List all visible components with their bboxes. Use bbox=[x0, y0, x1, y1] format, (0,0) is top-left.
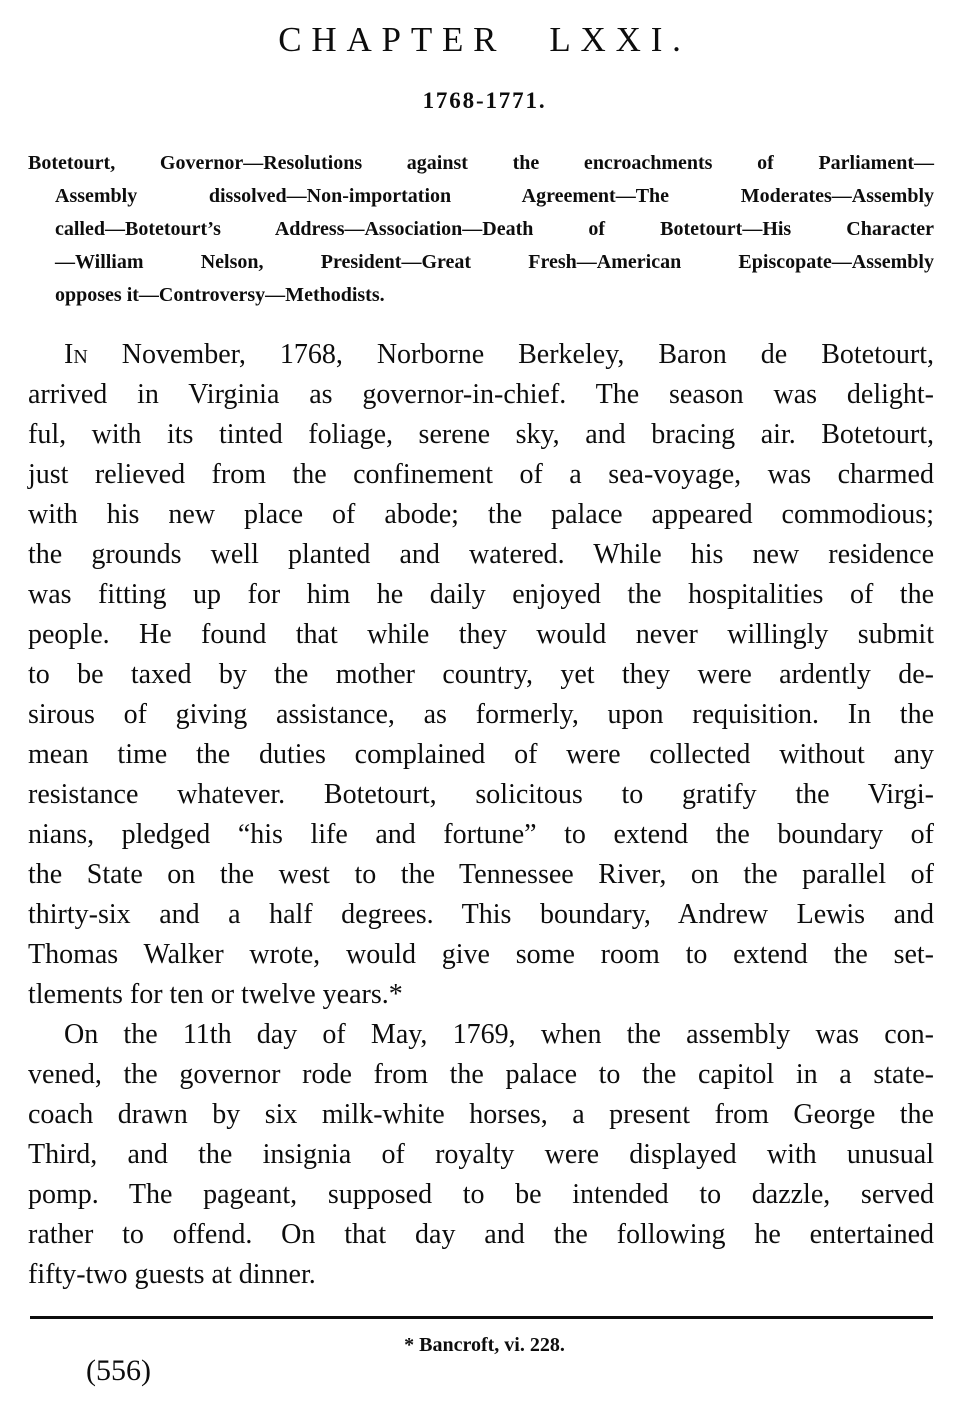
text-line: nians, pledged “his life and fortune” to extend the boundary of bbox=[28, 819, 934, 850]
paragraph bbox=[28, 335, 934, 1015]
chapter-summary bbox=[28, 147, 934, 312]
text-line: arrived in Virginia as governor-in-chief. The season was delight- bbox=[28, 379, 934, 410]
text-line: On the 11th day of May, 1769, when the assembly was con- bbox=[64, 1019, 934, 1050]
text-line: —William Nelson, President—Great Fresh—American Episcopate—Assembly bbox=[55, 251, 934, 273]
text-line: to be taxed by the mother country, yet they were ardently de- bbox=[28, 659, 934, 690]
text-line: resistance whatever. Botetourt, solicitous to gratify the Virgi- bbox=[28, 779, 934, 810]
text-line: was fitting up for him he daily enjoyed the hospitalities of the bbox=[28, 579, 934, 610]
text-line: called—Botetourt’s Address—Association—Death of Botetourt—His Character bbox=[55, 218, 934, 240]
text-line: fifty-two guests at dinner. bbox=[28, 1259, 316, 1290]
footnote-divider bbox=[30, 1316, 933, 1319]
text-line: ful, with its tinted foliage, serene sky, and bracing air. Botetourt, bbox=[28, 419, 934, 450]
text-line: pomp. The pageant, supposed to be intended to dazzle, served bbox=[28, 1179, 934, 1210]
text-line: the State on the west to the Tennessee River, on the parallel of bbox=[28, 859, 934, 890]
page-number: (556) bbox=[86, 1354, 151, 1387]
text-line: coach drawn by six milk-white horses, a present from George the bbox=[28, 1099, 934, 1130]
body-text bbox=[28, 335, 934, 1295]
text-line: Thomas Walker wrote, would give some room to extend the set- bbox=[28, 939, 934, 970]
footnote: * Bancroft, vi. 228. bbox=[404, 1334, 565, 1356]
text-line: the grounds well planted and watered. While his new residence bbox=[28, 539, 934, 570]
text-line: sirous of giving assistance, as formerly, upon requisition. In the bbox=[28, 699, 934, 730]
text-line: vened, the governor rode from the palace to the capitol in a state- bbox=[28, 1059, 934, 1090]
text-line: tlements for ten or twelve years.* bbox=[28, 979, 403, 1010]
text-line: Botetourt, Governor—Resolutions against the encroachments of Parliament— bbox=[28, 152, 934, 174]
text-line: Third, and the insignia of royalty were displayed with unusual bbox=[28, 1139, 934, 1170]
paragraph bbox=[28, 1015, 934, 1295]
text-line: thirty-six and a half degrees. This boundary, Andrew Lewis and bbox=[28, 899, 934, 930]
text-line: people. He found that while they would never willingly submit bbox=[28, 619, 934, 650]
chapter-heading: CHAPTER LXXI. bbox=[278, 20, 691, 59]
text-line: rather to offend. On that day and the following he entertained bbox=[28, 1219, 934, 1250]
text-line: with his new place of abode; the palace appeared commodious; bbox=[28, 499, 934, 530]
text-line: In November, 1768, Norborne Berkeley, Baron de Botetourt, bbox=[64, 339, 934, 370]
small-caps-lead: In bbox=[64, 339, 88, 370]
text-line: just relieved from the confinement of a sea-voyage, was charmed bbox=[28, 459, 934, 490]
text-line: mean time the duties complained of were collected without any bbox=[28, 739, 934, 770]
chapter-date-range: 1768-1771. bbox=[422, 88, 547, 113]
text-line: opposes it—Controversy—Methodists. bbox=[55, 284, 385, 306]
text-line: Assembly dissolved—Non-importation Agreement—The Moderates—Assembly bbox=[55, 185, 934, 207]
